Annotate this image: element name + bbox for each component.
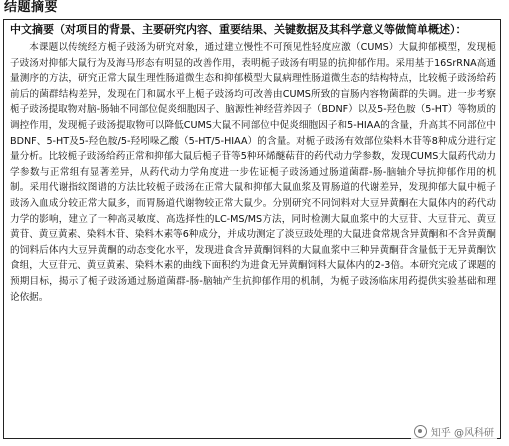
section-header [0,0,509,18]
abstract-text: 本课题以传统经方栀子豉汤为研究对象，通过建立慢性不可预见性轻度应激（CUMS）大鼠抑郁模型，发现栀子豉汤对抑郁大鼠行为及海马形态有明显的改善作用，表明栀子豉汤有明显的抗抑郁作用。采用基于16SrRNA高通量测序的方法，研究正常大鼠生理性肠道微生态和抑郁模型大鼠病理性肠道微生态的结构特点，比较栀子豉汤给药前后的菌群结构差异，发现在门和属水平上栀子豉汤均可改善由CUMS所致的盲肠内容物菌群的失调。进一步考察栀子豉汤提取物对脑-肠轴不同部位促炎细胞因子、脑源性神经营养因子（BDNF）以及5-羟色胺（5-HT）等物质的调控作用，发现栀子豉汤提取物可以降低CUMS大鼠不同部位中促炎细胞因子和5-HIAA的含量，升高其不同部位中BDNF、5-HT及5-羟色胺/5-羟吲哚乙酸（5-HT/5-HIAA）的含量。对栀子豉汤有效部位染料木苷等8种成分进行定量分析。比较栀子豉汤给药正常和抑郁大鼠后栀子苷等5种环烯醚萜苷的药代动力学参数，发现CUMS大鼠药代动力学参数与正常组有显著差异，从药代动力学角度进一步佐证栀子豉汤通过肠道菌群-肠-脑轴介导抗抑郁作用的机制。采用代谢指纹图谱的方法比较栀子豉汤在正常大鼠和抑郁大鼠血浆及胃肠道的代谢差异，发现抑郁大鼠中栀子豉汤入血成分较正常大鼠多，而胃肠道代谢物较正常大鼠少。分别研究不同饲料对大豆异黄酮在大鼠体内的药代动力学的影响，建立了一种高灵敏度、高选择性的LC-MS/MS方法，同时检测大鼠血浆中的大豆苷、大豆苷元、黄豆黄苷、黄豆黄素、染料木苷、染料木素等6种成分，并成功测定了淡豆豉处理的大鼠进食常规含异黄酮和不含异黄酮的饲料后体内大豆异黄酮的动态变化水平，发现进食含异黄酮饲料的大鼠血浆中三种异黄酮苷含量低于无异黄酮饮食组，大豆苷元、黄豆黄素、染料木素的曲线下面积约为进食无异黄酮饲料大鼠体内的2-3倍。本研究完成了课题的预期目标，揭示了栀子豉汤通过肠道菌群-肠-脑轴产生抗抑郁作用的机制，为栀子豉汤临床用药提供实验基础和理论依据。 [10,42,496,303]
watermark-text: 知乎 @风科研 [430,428,494,439]
zhihu-logo-icon [414,425,427,438]
section-title: 结题摘要 [4,0,59,15]
watermark [411,423,497,440]
abstract-box [3,19,501,439]
abstract-heading: 中文摘要（对项目的背景、主要研究内容、重要结果、关键数据及其科学意义等做简单概述）： [10,23,467,36]
